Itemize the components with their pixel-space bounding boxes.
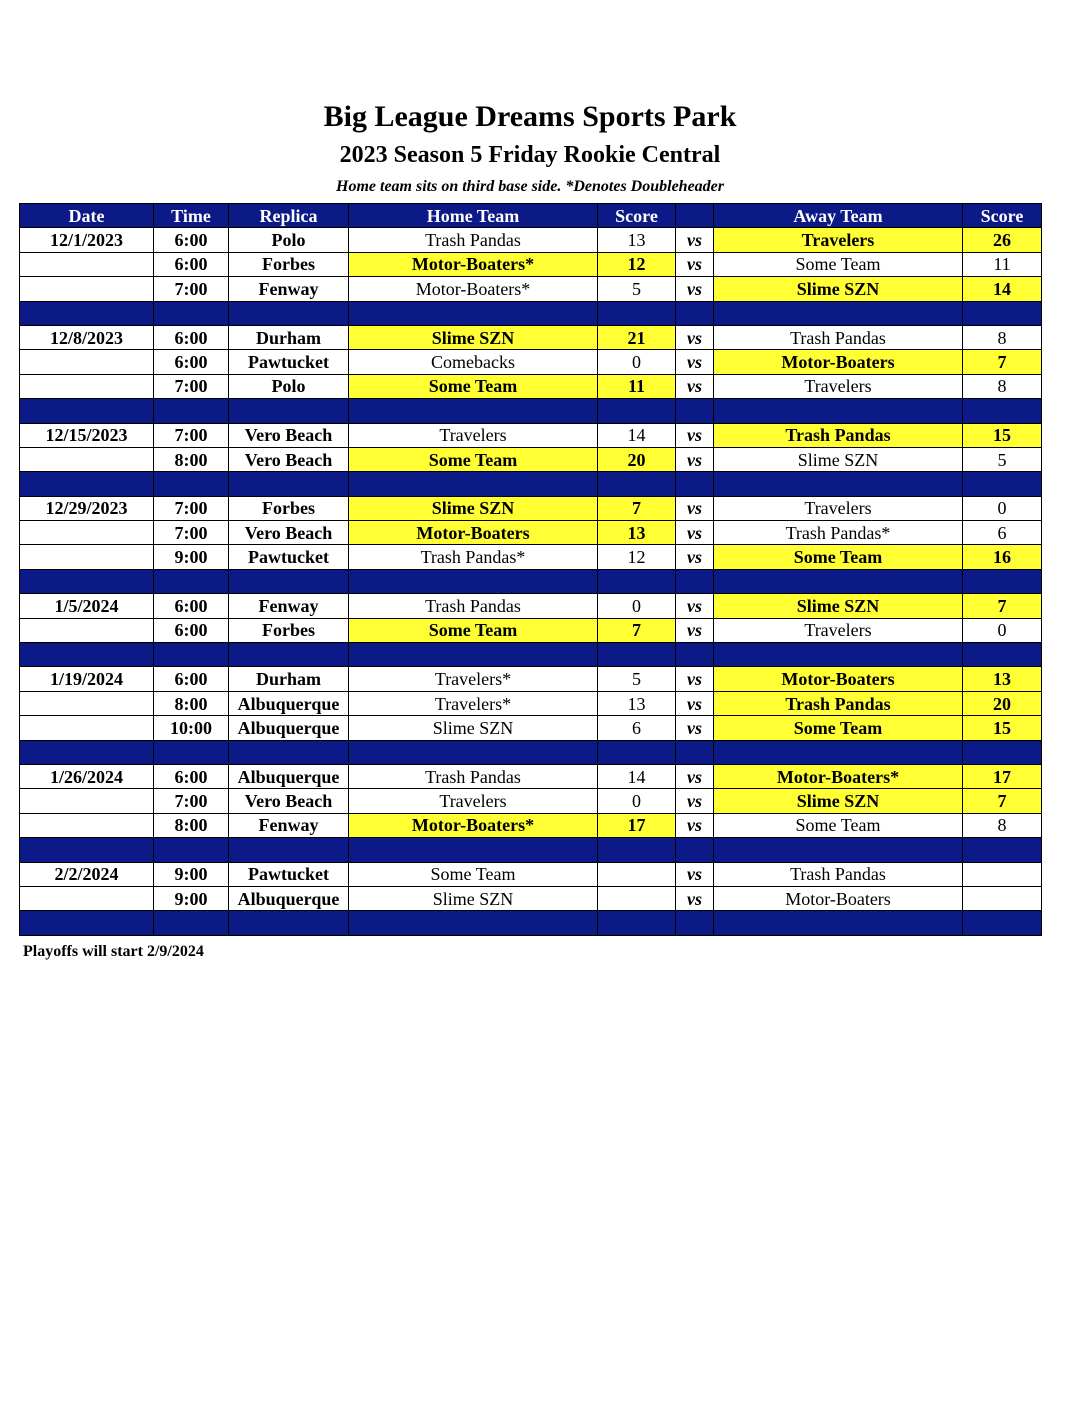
away-team-cell: Travelers	[714, 496, 963, 520]
home-team-cell: Motor-Boaters*	[349, 813, 598, 837]
spacer-cell	[676, 399, 714, 423]
away-team-cell: Slime SZN	[714, 789, 963, 813]
page-subtitle: 2023 Season 5 Friday Rookie Central	[339, 142, 721, 168]
col-header-date: Date	[20, 204, 154, 228]
time-cell: 8:00	[154, 691, 229, 715]
away-team-cell: Travelers	[714, 228, 963, 252]
spacer-cell	[154, 740, 229, 764]
replica-cell: Albuquerque	[229, 886, 349, 910]
vs-cell: vs	[676, 594, 714, 618]
home-score-cell: 17	[598, 813, 676, 837]
vs-cell: vs	[676, 521, 714, 545]
home-score-cell: 20	[598, 447, 676, 471]
vs-cell: vs	[676, 228, 714, 252]
date-cell	[20, 447, 154, 471]
spacer-row	[20, 740, 1042, 764]
date-cell	[20, 374, 154, 398]
spacer-cell	[349, 399, 598, 423]
time-cell: 7:00	[154, 496, 229, 520]
vs-cell: vs	[676, 862, 714, 886]
away-team-cell: Some Team	[714, 716, 963, 740]
spacer-cell	[598, 301, 676, 325]
replica-cell: Polo	[229, 228, 349, 252]
spacer-cell	[229, 301, 349, 325]
spacer-cell	[963, 399, 1042, 423]
spacer-cell	[349, 838, 598, 862]
spacer-cell	[349, 740, 598, 764]
away-score-cell	[963, 886, 1042, 910]
away-team-cell: Trash Pandas*	[714, 521, 963, 545]
away-score-cell: 5	[963, 447, 1042, 471]
vs-cell: vs	[676, 618, 714, 642]
date-cell	[20, 716, 154, 740]
away-score-cell: 6	[963, 521, 1042, 545]
spacer-cell	[963, 838, 1042, 862]
home-team-cell: Slime SZN	[349, 716, 598, 740]
date-cell: 12/15/2023	[20, 423, 154, 447]
date-cell: 1/26/2024	[20, 764, 154, 788]
time-cell: 9:00	[154, 545, 229, 569]
home-score-cell: 14	[598, 423, 676, 447]
spacer-cell	[229, 838, 349, 862]
spacer-cell	[349, 301, 598, 325]
header-note: Home team sits on third base side. *Denotes Doubleheader	[336, 178, 724, 195]
spacer-cell	[714, 569, 963, 593]
home-team-cell: Some Team	[349, 447, 598, 471]
time-cell: 9:00	[154, 862, 229, 886]
vs-cell: vs	[676, 667, 714, 691]
table-row	[20, 667, 1042, 691]
spacer-cell	[20, 569, 154, 593]
spacer-cell	[598, 911, 676, 935]
spacer-cell	[598, 472, 676, 496]
time-cell: 7:00	[154, 277, 229, 301]
replica-cell: Forbes	[229, 252, 349, 276]
table-row	[20, 813, 1042, 837]
home-score-cell: 5	[598, 667, 676, 691]
spacer-cell	[349, 643, 598, 667]
away-team-cell: Slime SZN	[714, 594, 963, 618]
away-team-cell: Slime SZN	[714, 447, 963, 471]
away-score-cell: 17	[963, 764, 1042, 788]
replica-cell: Pawtucket	[229, 862, 349, 886]
home-team-cell: Some Team	[349, 618, 598, 642]
table-header-row	[20, 204, 1042, 228]
spacer-cell	[714, 472, 963, 496]
time-cell: 7:00	[154, 374, 229, 398]
home-team-cell: Comebacks	[349, 350, 598, 374]
table-row	[20, 496, 1042, 520]
time-cell: 8:00	[154, 447, 229, 471]
table-row	[20, 691, 1042, 715]
home-score-cell: 0	[598, 789, 676, 813]
table-row	[20, 886, 1042, 910]
home-team-cell: Motor-Boaters	[349, 521, 598, 545]
col-header-replica: Replica	[229, 204, 349, 228]
date-cell	[20, 886, 154, 910]
spacer-cell	[229, 643, 349, 667]
away-score-cell: 14	[963, 277, 1042, 301]
table-row	[20, 277, 1042, 301]
table-row	[20, 594, 1042, 618]
spacer-cell	[714, 301, 963, 325]
date-cell: 12/1/2023	[20, 228, 154, 252]
spacer-cell	[20, 911, 154, 935]
spacer-cell	[154, 301, 229, 325]
replica-cell: Pawtucket	[229, 350, 349, 374]
time-cell: 6:00	[154, 228, 229, 252]
spacer-cell	[714, 740, 963, 764]
vs-cell: vs	[676, 350, 714, 374]
spacer-cell	[20, 301, 154, 325]
time-cell: 7:00	[154, 521, 229, 545]
time-cell: 10:00	[154, 716, 229, 740]
spacer-row	[20, 472, 1042, 496]
vs-cell: vs	[676, 691, 714, 715]
home-team-cell: Slime SZN	[349, 325, 598, 349]
spacer-cell	[20, 740, 154, 764]
time-cell: 7:00	[154, 789, 229, 813]
away-score-cell: 20	[963, 691, 1042, 715]
replica-cell: Vero Beach	[229, 789, 349, 813]
spacer-cell	[229, 569, 349, 593]
replica-cell: Forbes	[229, 618, 349, 642]
home-score-cell: 13	[598, 691, 676, 715]
spacer-cell	[963, 301, 1042, 325]
spacer-cell	[349, 911, 598, 935]
away-team-cell: Some Team	[714, 545, 963, 569]
time-cell: 9:00	[154, 886, 229, 910]
replica-cell: Forbes	[229, 496, 349, 520]
page-title: Big League Dreams Sports Park	[323, 100, 737, 133]
time-cell: 6:00	[154, 594, 229, 618]
home-team-cell: Motor-Boaters*	[349, 252, 598, 276]
spacer-cell	[714, 643, 963, 667]
spacer-cell	[676, 301, 714, 325]
home-score-cell: 6	[598, 716, 676, 740]
home-team-cell: Travelers*	[349, 691, 598, 715]
home-team-cell: Motor-Boaters*	[349, 277, 598, 301]
away-score-cell	[963, 862, 1042, 886]
spacer-cell	[229, 911, 349, 935]
away-score-cell: 13	[963, 667, 1042, 691]
table-row	[20, 350, 1042, 374]
spacer-cell	[598, 399, 676, 423]
replica-cell: Durham	[229, 667, 349, 691]
date-cell	[20, 813, 154, 837]
away-team-cell: Some Team	[714, 252, 963, 276]
home-score-cell: 0	[598, 594, 676, 618]
spacer-cell	[676, 643, 714, 667]
spacer-cell	[20, 643, 154, 667]
away-score-cell: 8	[963, 374, 1042, 398]
spacer-cell	[714, 399, 963, 423]
table-row	[20, 789, 1042, 813]
spacer-cell	[154, 911, 229, 935]
date-cell	[20, 252, 154, 276]
home-score-cell: 5	[598, 277, 676, 301]
spacer-cell	[20, 399, 154, 423]
spacer-cell	[676, 472, 714, 496]
schedule-body	[20, 228, 1042, 935]
away-team-cell: Trash Pandas	[714, 423, 963, 447]
away-score-cell: 0	[963, 496, 1042, 520]
date-cell	[20, 350, 154, 374]
home-score-cell: 11	[598, 374, 676, 398]
home-team-cell: Slime SZN	[349, 886, 598, 910]
home-score-cell	[598, 862, 676, 886]
spacer-cell	[676, 911, 714, 935]
table-row	[20, 374, 1042, 398]
away-team-cell: Slime SZN	[714, 277, 963, 301]
table-row	[20, 423, 1042, 447]
replica-cell: Fenway	[229, 277, 349, 301]
replica-cell: Durham	[229, 325, 349, 349]
spacer-cell	[154, 472, 229, 496]
date-cell: 1/5/2024	[20, 594, 154, 618]
away-team-cell: Motor-Boaters	[714, 350, 963, 374]
replica-cell: Polo	[229, 374, 349, 398]
away-team-cell: Trash Pandas	[714, 862, 963, 886]
col-header-away-score: Score	[963, 204, 1042, 228]
col-header-time: Time	[154, 204, 229, 228]
spacer-cell	[963, 472, 1042, 496]
spacer-cell	[963, 643, 1042, 667]
col-header-away-team: Away Team	[714, 204, 963, 228]
spacer-cell	[598, 643, 676, 667]
away-score-cell: 0	[963, 618, 1042, 642]
away-score-cell: 7	[963, 350, 1042, 374]
home-team-cell: Some Team	[349, 862, 598, 886]
table-row	[20, 862, 1042, 886]
away-team-cell: Trash Pandas	[714, 691, 963, 715]
date-cell: 2/2/2024	[20, 862, 154, 886]
time-cell: 6:00	[154, 618, 229, 642]
vs-cell: vs	[676, 325, 714, 349]
home-team-cell: Trash Pandas	[349, 764, 598, 788]
home-team-cell: Trash Pandas	[349, 228, 598, 252]
away-score-cell: 26	[963, 228, 1042, 252]
home-score-cell: 14	[598, 764, 676, 788]
vs-cell: vs	[676, 789, 714, 813]
home-team-cell: Travelers	[349, 423, 598, 447]
home-score-cell: 0	[598, 350, 676, 374]
date-cell	[20, 789, 154, 813]
spacer-row	[20, 301, 1042, 325]
col-header-home-score: Score	[598, 204, 676, 228]
away-team-cell: Motor-Boaters*	[714, 764, 963, 788]
replica-cell: Pawtucket	[229, 545, 349, 569]
spacer-row	[20, 643, 1042, 667]
home-team-cell: Some Team	[349, 374, 598, 398]
home-score-cell: 7	[598, 496, 676, 520]
away-team-cell: Travelers	[714, 618, 963, 642]
date-cell: 1/19/2024	[20, 667, 154, 691]
spacer-cell	[229, 399, 349, 423]
table-row	[20, 764, 1042, 788]
spacer-cell	[229, 740, 349, 764]
away-score-cell: 8	[963, 813, 1042, 837]
away-score-cell: 11	[963, 252, 1042, 276]
time-cell: 6:00	[154, 325, 229, 349]
spacer-cell	[154, 399, 229, 423]
date-cell	[20, 691, 154, 715]
table-row	[20, 545, 1042, 569]
away-team-cell: Trash Pandas	[714, 325, 963, 349]
replica-cell: Vero Beach	[229, 423, 349, 447]
table-row	[20, 447, 1042, 471]
vs-cell: vs	[676, 813, 714, 837]
spacer-cell	[676, 740, 714, 764]
home-team-cell: Trash Pandas	[349, 594, 598, 618]
away-team-cell: Motor-Boaters	[714, 886, 963, 910]
away-team-cell: Some Team	[714, 813, 963, 837]
spacer-cell	[963, 911, 1042, 935]
home-score-cell: 12	[598, 252, 676, 276]
vs-cell: vs	[676, 447, 714, 471]
spacer-cell	[676, 838, 714, 862]
spacer-row	[20, 911, 1042, 935]
date-cell	[20, 545, 154, 569]
vs-cell: vs	[676, 716, 714, 740]
footer-note: Playoffs will start 2/9/2024	[23, 943, 204, 960]
table-row	[20, 325, 1042, 349]
home-score-cell: 13	[598, 521, 676, 545]
schedule-table	[19, 203, 1042, 936]
spacer-cell	[349, 472, 598, 496]
away-score-cell: 15	[963, 423, 1042, 447]
home-score-cell: 13	[598, 228, 676, 252]
away-score-cell: 15	[963, 716, 1042, 740]
spacer-row	[20, 399, 1042, 423]
spacer-cell	[714, 911, 963, 935]
table-row	[20, 618, 1042, 642]
time-cell: 6:00	[154, 667, 229, 691]
home-score-cell: 12	[598, 545, 676, 569]
spacer-cell	[349, 569, 598, 593]
spacer-cell	[963, 569, 1042, 593]
away-team-cell: Travelers	[714, 374, 963, 398]
away-team-cell: Motor-Boaters	[714, 667, 963, 691]
vs-cell: vs	[676, 277, 714, 301]
home-team-cell: Travelers*	[349, 667, 598, 691]
spacer-row	[20, 569, 1042, 593]
replica-cell: Fenway	[229, 594, 349, 618]
date-cell: 12/29/2023	[20, 496, 154, 520]
home-team-cell: Travelers	[349, 789, 598, 813]
replica-cell: Vero Beach	[229, 447, 349, 471]
away-score-cell: 16	[963, 545, 1042, 569]
date-cell	[20, 521, 154, 545]
spacer-cell	[229, 472, 349, 496]
table-row	[20, 252, 1042, 276]
vs-cell: vs	[676, 764, 714, 788]
spacer-cell	[154, 569, 229, 593]
spacer-cell	[963, 740, 1042, 764]
spacer-row	[20, 838, 1042, 862]
replica-cell: Albuquerque	[229, 764, 349, 788]
replica-cell: Fenway	[229, 813, 349, 837]
spacer-cell	[20, 838, 154, 862]
spacer-cell	[598, 838, 676, 862]
table-row	[20, 228, 1042, 252]
replica-cell: Albuquerque	[229, 691, 349, 715]
vs-cell: vs	[676, 886, 714, 910]
time-cell: 6:00	[154, 764, 229, 788]
date-cell	[20, 618, 154, 642]
spacer-cell	[154, 838, 229, 862]
away-score-cell: 7	[963, 789, 1042, 813]
time-cell: 8:00	[154, 813, 229, 837]
table-row	[20, 716, 1042, 740]
away-score-cell: 7	[963, 594, 1042, 618]
time-cell: 7:00	[154, 423, 229, 447]
home-team-cell: Slime SZN	[349, 496, 598, 520]
home-team-cell: Trash Pandas*	[349, 545, 598, 569]
home-score-cell: 7	[598, 618, 676, 642]
date-cell: 12/8/2023	[20, 325, 154, 349]
date-cell	[20, 277, 154, 301]
spacer-cell	[598, 569, 676, 593]
home-score-cell	[598, 886, 676, 910]
table-row	[20, 521, 1042, 545]
col-header-vs	[676, 204, 714, 228]
home-score-cell: 21	[598, 325, 676, 349]
spacer-cell	[714, 838, 963, 862]
spacer-cell	[598, 740, 676, 764]
time-cell: 6:00	[154, 350, 229, 374]
spacer-cell	[676, 569, 714, 593]
vs-cell: vs	[676, 252, 714, 276]
replica-cell: Albuquerque	[229, 716, 349, 740]
replica-cell: Vero Beach	[229, 521, 349, 545]
away-score-cell: 8	[963, 325, 1042, 349]
spacer-cell	[20, 472, 154, 496]
vs-cell: vs	[676, 423, 714, 447]
col-header-home-team: Home Team	[349, 204, 598, 228]
vs-cell: vs	[676, 496, 714, 520]
spacer-cell	[154, 643, 229, 667]
time-cell: 6:00	[154, 252, 229, 276]
vs-cell: vs	[676, 545, 714, 569]
vs-cell: vs	[676, 374, 714, 398]
